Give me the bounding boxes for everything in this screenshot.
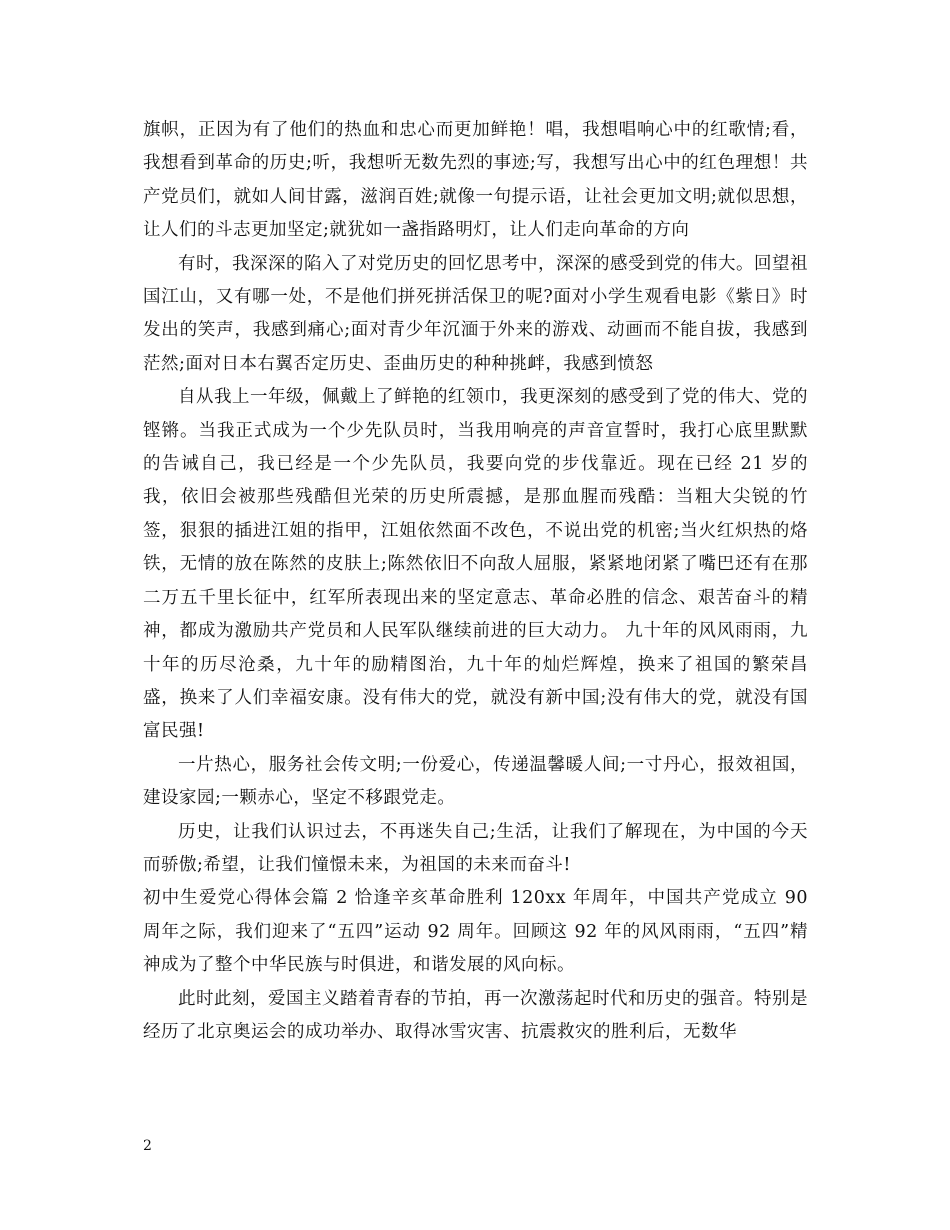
page-number: 2 [143, 1138, 152, 1154]
paragraph-1: 旗帜，正因为有了他们的热血和忠心而更加鲜艳！唱，我想唱响心中的红歌情;看，我想看到革命的历史;听，我想听无数先烈的事迹;写，我想写出心中的红色理想！共产党员们，就如人间甘露，滋润百姓;就像一句提示语，让社会更加文明;就似思想，让人们的斗志更加坚定;就犹如一盏指路明灯，让人们走向革命的方向 [143, 120, 808, 241]
document-body [143, 114, 808, 1049]
paragraph-4: 一片热心，服务社会传文明;一份爱心，传递温馨暖人间;一寸丹心，报效祖国，建设家园;一颗赤心，坚定不移跟党走。 [143, 754, 808, 809]
paragraph-6-section-heading: 初中生爱党心得体会篇 2 恰逢辛亥革命胜利 120xx 年周年，中国共产党成立 90 周年之际，我们迎来了“五四”运动 92 周年。回顾这 92 年的风风雨雨，“五四”精神成为了整个中华民族与时俱进，和谐发展的风向标。 [143, 888, 808, 976]
paragraph-7: 此时此刻，爱国主义踏着青春的节拍，再一次激荡起时代和历史的强音。特别是经历了北京奥运会的成功举办、取得冰雪灾害、抗震救灾的胜利后，无数华 [143, 988, 808, 1042]
paragraph-5: 历史，让我们认识过去，不再迷失自己;生活，让我们了解现在，为中国的今天而骄傲;希望，让我们憧憬未来，为祖国的未来而奋斗! [143, 821, 808, 875]
paragraph-2: 有时，我深深的陷入了对党历史的回忆思考中，深深的感受到党的伟大。回望祖国江山，又有哪一处，不是他们拼死拼活保卫的呢?面对小学生观看电影《紫日》时发出的笑声，我感到痛心;面对青少年沉湎于外来的游戏、动画而不能自拔，我感到茫然;面对日本右翼否定历史、歪曲历史的种种挑衅，我感到愤怒 [143, 253, 808, 374]
paragraph-3: 自从我上一年级，佩戴上了鲜艳的红领巾，我更深刻的感受到了党的伟大、党的铿锵。当我正式成为一个少先队员时，当我用响亮的声音宣誓时，我打心底里默默的告诫自己，我已经是一个少先队员，我要向党的步伐靠近。现在已经 21 岁的我，依旧会被那些残酷但光荣的历史所震撼，是那血腥而残酷：当粗大尖锐的竹签，狠狠的插进江姐的指甲，江姐依然面不改色，不说出党的机密;当火红炽热的烙铁，无情的放在陈然的皮肤上;陈然依旧不向敌人屈服，紧紧地闭紧了嘴巴还有在那二万五千里长征中，红军所表现出来的坚定意志、革命必胜的信念、艰苦奋斗的精神，都成为激励共产党员和人民军队继续前进的巨大动力。 九十年的风风雨雨，九十年的历尽沧桑，九十年的励精图治，九十年的灿烂辉煌，换来了祖国的繁荣昌盛，换来了人们幸福安康。没有伟大的党，就没有新中国;没有伟大的党，就没有国富民强! [143, 387, 808, 742]
